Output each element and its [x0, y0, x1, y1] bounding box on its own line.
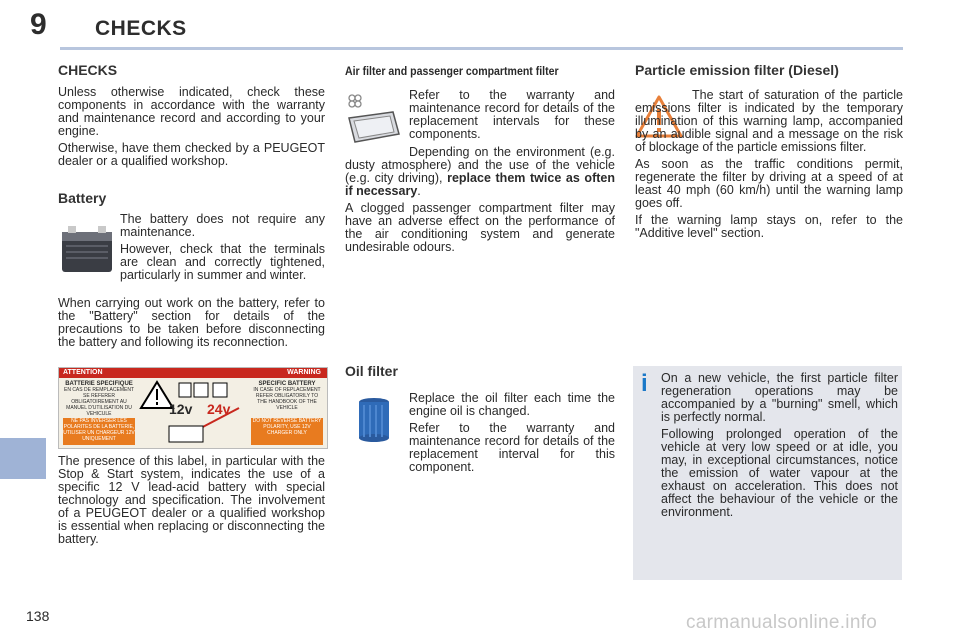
filter-icon [345, 94, 401, 146]
header-rule [60, 47, 903, 50]
info-icon: i [641, 370, 648, 397]
battery-maintenance-text [120, 213, 325, 286]
chapter-side-tab [0, 438, 46, 479]
particle-filter-saturation: The start of saturation of the particle emissions filter is indicated by the temporary illumination of this warning lamp, accompanied by an audible signal and a message on the risk of blockage of the particle emissions filter. [635, 88, 903, 154]
label-12v: 12v [169, 401, 193, 417]
label-en-warn: DO NOT REVERSE BATTERY POLARITY, USE 12V CHARGER ONLY [251, 418, 323, 445]
air-filter-clogged: A clogged passenger compartment filter may have an adverse effect on the performance of the air conditioning system and generate undesirable odours. [345, 201, 615, 254]
battery-work-text [58, 297, 325, 353]
info-box-text [661, 372, 898, 523]
checks-title: CHECKS [58, 62, 118, 78]
label-fr-body: EN CAS DE REMPLACEMENT SE REFERER OBLIGATOIREMENT AU MANUEL D'UTILISATION DU VEHICULE [63, 387, 134, 417]
label-en-body: IN CASE OF REPLACEMENT REFER OBLIGATORILY TO THE HANDBOOK OF THE VEHICLE [253, 387, 321, 411]
label-warning: WARNING [287, 369, 321, 376]
battery-no-maintenance: The battery does not require any maintenance. [120, 212, 325, 239]
air-filter-env-a: Depending on the environment (e.g. dusty atmosphere) and the use of the vehicle (e.g. city driving), [345, 145, 615, 185]
particle-filter-regenerate: As soon as the traffic conditions permit, regenerate the filter by driving at a speed of at least 40 mph (60 km/h) until the warning lamp goes off. [635, 157, 903, 210]
air-filter-intervals: Refer to the warranty and maintenance record for details of the replacement intervals for these components. [409, 88, 615, 141]
battery-terminals: However, check that the terminals are clean and correctly tightened, particularly in summer and winter. [120, 242, 325, 282]
battery-label-explanation: The presence of this label, in particular with the Stop & Start system, indicates the use of a specific 12 V lead-acid battery with special technology and specification. The involvement of a PEUGEOT dealer or a qualified workshop is essential when replacing or disconnecting the battery. [58, 454, 325, 546]
label-pictograms [139, 380, 249, 446]
label-24v: 24v [207, 401, 231, 417]
particle-filter-text [635, 89, 903, 244]
oil-filter-icon [357, 397, 391, 443]
battery-warning-label [58, 367, 328, 449]
oil-filter-replace: Replace the oil filter each time the engine oil is changed. [409, 391, 615, 418]
air-filter-environment [345, 146, 615, 198]
oil-filter-interval: Refer to the warranty and maintenance record for details of the replacement interval for this component. [409, 421, 615, 474]
info-water-vapour: Following prolonged operation of the vehicle at very low speed or at idle, you may, in exceptional circumstances, notice the emission of water vapour at the exhaust on acceleration. This does not affect the behaviour of the vehicle or the environment. [661, 427, 898, 519]
battery-icon [58, 218, 116, 276]
air-filter-intervals-text [409, 89, 615, 145]
label-attention: ATTENTION [63, 369, 103, 376]
stop-start-text [58, 455, 325, 550]
battery-title: Battery [58, 190, 107, 206]
battery-section [58, 190, 325, 206]
oil-filter-section [345, 363, 615, 379]
battery-precautions: When carrying out work on the battery, refer to the "Battery" section for details of the precautions to be taken before disconnecting the battery and following its reconnection. [58, 296, 325, 349]
air-filter-title: Air filter and passenger compartment filter [345, 64, 559, 78]
particle-filter-additive: If the warning lamp stays on, refer to the "Additive level" section. [635, 213, 903, 240]
checks-section [58, 62, 325, 172]
chapter-number: 9 [30, 8, 47, 41]
watermark: carmanualsonline.info [686, 612, 878, 633]
label-fr-warn: NE PAS INVERSER LES POLARITES DE LA BATTERIE, UTILISER UN CHARGEUR 12V UNIQUEMENT [63, 418, 135, 445]
air-filter-env-c: . [417, 184, 421, 198]
checks-dealer: Otherwise, have them checked by a PEUGEOT dealer or a qualified workshop. [58, 141, 325, 168]
oil-filter-title: Oil filter [345, 363, 398, 379]
label-en-title: SPECIFIC BATTERY [258, 381, 316, 387]
chapter-title: CHECKS [95, 17, 187, 40]
oil-filter-text [409, 392, 615, 478]
particle-filter-title: Particle emission filter (Diesel) [635, 62, 839, 78]
particle-filter-section [635, 62, 903, 78]
checks-intro: Unless otherwise indicated, check these components in accordance with the warranty and maintenance record and according to your engine. [58, 85, 325, 138]
air-filter-env-bold: replace them twice as often if necessary [345, 171, 615, 198]
air-filter-more-text [345, 146, 615, 258]
info-first-regeneration: On a new vehicle, the first particle filter regeneration operations may be accompanied by a "burning" smell, which is perfectly normal. [661, 371, 898, 424]
label-fr-title: BATTERIE SPECIFIQUE [65, 381, 133, 387]
page-number: 138 [26, 608, 50, 624]
